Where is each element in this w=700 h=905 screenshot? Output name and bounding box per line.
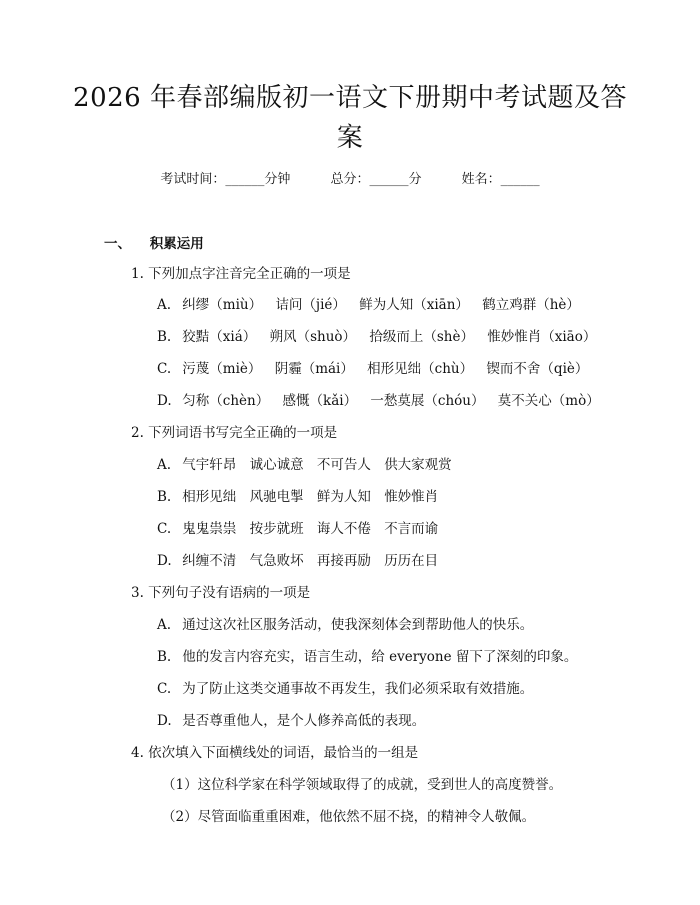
option-letter: A.: [157, 617, 172, 633]
q4-sub-2: （2）尽管面临重重困难，他依然不屈不挠，的精神令人敬佩。: [162, 809, 536, 825]
option-word: 一愁莫展（chóu）: [370, 393, 485, 409]
option-sentence: 是否尊重他人，是个人修养高低的表现。: [182, 713, 426, 729]
question-4: 4. 依次填入下面横线处的词语，最恰当的一组是: [131, 745, 419, 761]
q1-option-d: [157, 389, 609, 409]
page-title: 2026 年春部编版初一语文下册期中考试题及答案: [73, 83, 627, 153]
option-letter: B.: [157, 329, 172, 345]
exam-time: 考试时间：______分钟: [160, 172, 291, 187]
option-letter: C.: [157, 681, 172, 697]
option-letter: A.: [157, 457, 172, 473]
section-number: 一、: [104, 236, 131, 252]
option-letter: C.: [157, 361, 172, 377]
option-word: 不言而谕: [384, 521, 439, 537]
option-word: 诲人不倦: [316, 521, 371, 537]
option-word: 供大家观赏: [384, 457, 452, 473]
q2-option-c: [157, 517, 447, 537]
option-word: 感慨（kǎi）: [282, 393, 358, 409]
exam-info: [0, 168, 700, 187]
option-word: 鹤立鸡群（hè）: [482, 297, 580, 313]
q1-option-a: [157, 293, 589, 313]
q4-sub-1: （1）这位科学家在科学领域取得了的成就，受到世人的高度赞誉。: [162, 777, 563, 793]
option-word: 纠缠不清: [182, 553, 237, 569]
option-letter: B.: [157, 649, 172, 665]
option-word: 再接再励: [316, 553, 371, 569]
q1-option-c: [157, 357, 597, 377]
option-sentence: 他的发言内容充实，语言生动，给 everyone 留下了深刻的印象。: [182, 649, 578, 665]
option-word: 按步就班: [249, 521, 304, 537]
total-score: 总分：______分: [330, 172, 422, 187]
section-label: 积累运用: [149, 236, 204, 252]
option-word: 诘问（jié）: [275, 297, 346, 313]
option-letter: D.: [157, 553, 172, 569]
q2-option-a: [157, 453, 461, 473]
option-letter: D.: [157, 713, 172, 729]
option-word: 匀称（chèn）: [182, 393, 270, 409]
option-word: 相形见绌（chù）: [367, 361, 474, 377]
option-letter: B.: [157, 489, 172, 505]
q3-option-b: [157, 645, 577, 665]
option-sentence: 为了防止这类交通事故不再发生，我们必须采取有效措施。: [182, 681, 534, 697]
q3-option-d: [157, 709, 425, 729]
option-word: 朔风（shuò）: [269, 329, 357, 345]
option-letter: D.: [157, 393, 172, 409]
option-word: 诚心诚意: [249, 457, 304, 473]
option-word: 气宇轩昂: [182, 457, 237, 473]
option-letter: C.: [157, 521, 172, 537]
student-name: 姓名：______: [461, 172, 540, 187]
option-word: 拾级而上（shè）: [369, 329, 474, 345]
question-2: 2. 下列词语书写完全正确的一项是: [131, 425, 338, 441]
option-word: 纠缪（miù）: [182, 297, 263, 313]
option-word: 鬼鬼祟祟: [182, 521, 237, 537]
section-heading: [104, 232, 204, 252]
option-letter: A.: [157, 297, 172, 313]
option-word: 鲜为人知: [316, 489, 371, 505]
option-word: 鲜为人知（xiān）: [359, 297, 469, 313]
option-word: 污蔑（miè）: [182, 361, 262, 377]
q2-option-d: [157, 549, 447, 569]
question-3: 3. 下列句子没有语病的一项是: [131, 585, 311, 601]
option-sentence: 通过这次社区服务活动，使我深刻体会到帮助他人的快乐。: [182, 617, 534, 633]
option-word: 气急败坏: [249, 553, 304, 569]
option-word: 狡黠（xiá）: [182, 329, 257, 345]
option-word: 阴霾（mái）: [274, 361, 354, 377]
q3-option-a: [157, 613, 533, 633]
q1-option-b: [157, 325, 605, 345]
q2-option-b: [157, 485, 447, 505]
option-word: 惟妙惟肖（xiāo）: [487, 329, 597, 345]
option-word: 锲而不舍（qiè）: [486, 361, 589, 377]
option-word: 惟妙惟肖: [384, 489, 439, 505]
question-1: 1. 下列加点字注音完全正确的一项是: [131, 266, 351, 282]
option-word: 风驰电掣: [249, 489, 304, 505]
option-word: 莫不关心（mò）: [497, 393, 600, 409]
option-word: 相形见绌: [182, 489, 237, 505]
q3-option-c: [157, 677, 533, 697]
option-word: 历历在目: [384, 553, 439, 569]
option-word: 不可告人: [316, 457, 371, 473]
